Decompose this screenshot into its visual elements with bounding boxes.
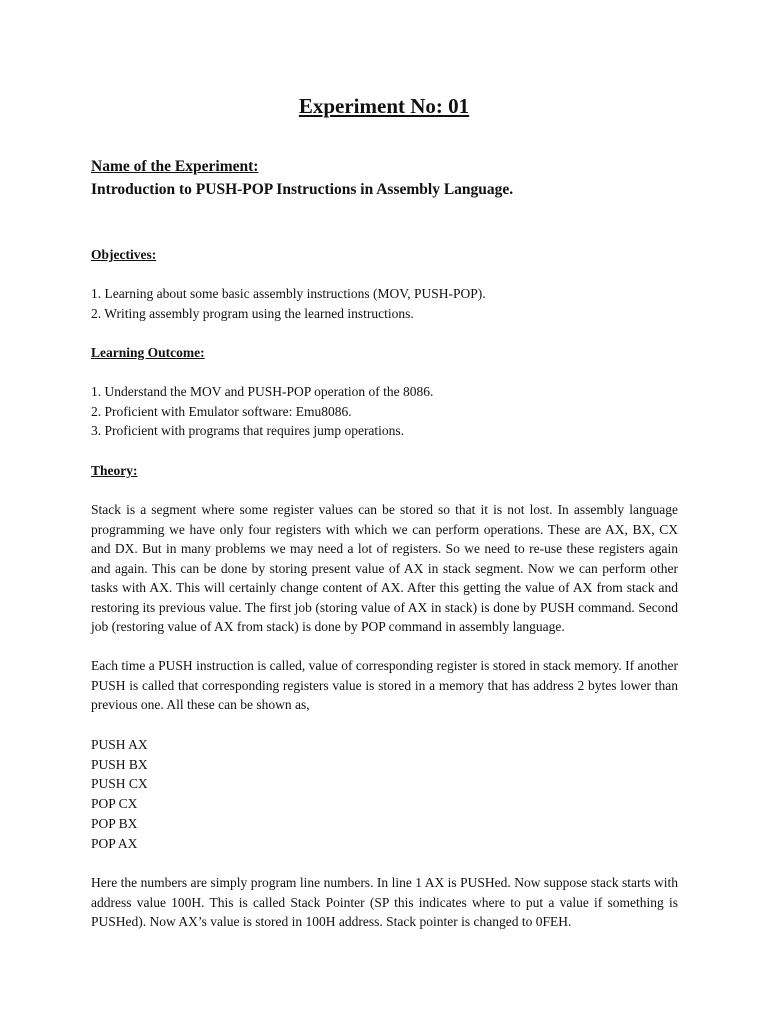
- assembly-code-listing: [91, 735, 678, 853]
- page-title: Experiment No: 01: [298, 94, 470, 118]
- code-line: POP BX: [91, 815, 138, 831]
- theory-paragraph-1: Stack is a segment where some register values can be stored so that it is not lost. In assembly language programming we have only four registers with which we can perform operations. These are AX, BX, CX and DX. But in many problems we may need a lot of registers. So we need to re-use these registers again and again. This can be done by storing present value of AX in stack segment. Now we can perform other tasks with AX. This will certainly change content of AX. After this getting the value of AX from stack and restoring its previous value. The first job (storing value of AX in stack) is done by PUSH command. Second job (restoring value of AX from stack) is done by POP command in assembly language.: [91, 502, 678, 634]
- code-line: PUSH BX: [91, 756, 148, 772]
- objectives-list: [91, 284, 678, 323]
- list-item: 2. Writing assembly program using the learned instructions.: [91, 305, 414, 321]
- code-line: POP AX: [91, 835, 138, 851]
- learning-outcome-heading: Learning Outcome:: [91, 345, 205, 360]
- code-line: POP CX: [91, 796, 138, 812]
- code-line: PUSH CX: [91, 776, 148, 792]
- learning-outcome-list: [91, 382, 678, 441]
- objectives-heading: Objectives:: [91, 247, 157, 262]
- code-line: PUSH AX: [91, 737, 148, 752]
- theory-heading: Theory:: [91, 463, 138, 478]
- experiment-name-label: Name of the Experiment:: [91, 158, 259, 175]
- theory-paragraph-3: Here the numbers are simply program line numbers. In line 1 AX is PUSHed. Now suppose stack starts with address value 100H. This is called Stack Pointer (SP this indicates where to put a value if something is PUSHed). Now AX’s value is stored in 100H address. Stack pointer is changed to 0FEH.: [91, 875, 678, 929]
- theory-paragraph-2: Each time a PUSH instruction is called, value of corresponding register is stored in stack memory. If another PUSH is called that corresponding registers value is stored in a memory that has address 2 bytes lower than previous one. All these can be shown as,: [91, 658, 678, 712]
- list-item: 1. Understand the MOV and PUSH-POP operation of the 8086.: [91, 384, 434, 399]
- list-item: 1. Learning about some basic assembly instructions (MOV, PUSH-POP).: [91, 286, 486, 301]
- experiment-name-text: Introduction to PUSH-POP Instructions in Assembly Language.: [91, 181, 514, 198]
- list-item: 2. Proficient with Emulator software: Emu8086.: [91, 403, 352, 419]
- list-item: 3. Proficient with programs that requires jump operations.: [91, 423, 405, 438]
